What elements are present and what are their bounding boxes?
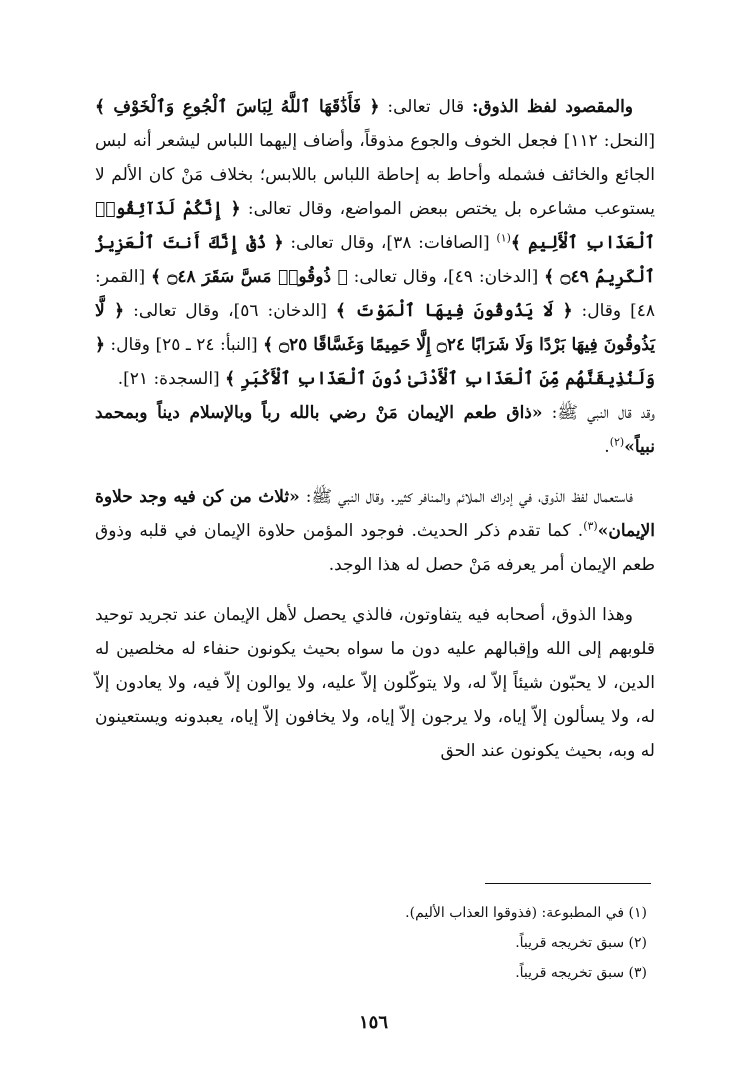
footnote-2: (٢) سبق تخريجه قريباً. (515, 935, 647, 951)
paragraph-3: وهذا الذوق، أصحابه فيه يتفاوتون، فالذي يحصل لأهل الإيمان عند تجريد توحيد قلوبهم إلى الله وإقبالهم عليه دون ما سواه بحيث يكونون حنفاء له مخلصين له الدين، لا يحبّون شيئاً إلاّ له، ولا يتوكّلون إلاّ عليه، ولا يوالون إلاّ فيه، ولا يعادون إلاّ له، ولا يسألون إلاّ إياه، ولا يرجون إلاّ إياه، ولا يخافون إلاّ إياه، يعبدونه ويستعينون له وبه، بحيث يكونون عند الحق (95, 605, 655, 761)
footnote-1: (١) في المطبوعة: (فذوقوا العذاب الأليم). (405, 905, 647, 921)
text-run: قال تعالى: (379, 97, 473, 117)
text-run: وقد قال النبي ﷺ: (542, 403, 655, 423)
text-run: . (604, 437, 610, 457)
footnote-separator (485, 883, 651, 884)
section-lead: والمقصود لفظ الذوق: (472, 97, 634, 117)
quran-verse: ﴿ ذُوقُوا۟ مَسَّ سَقَرَ ۝٤٨ ﴾ (151, 267, 348, 287)
footnote-ref: (٣) (583, 519, 598, 533)
quran-verse: ﴿ لَا يَذُوقُونَ فِيهَا ٱلْمَوْتَ ﴾ (335, 301, 573, 321)
paragraph-1 (95, 90, 655, 396)
quran-verse: ﴿ إِنَّكُمْ لَذَآئِقُوا۟ ٱلْعَذَابِ ٱلْأَلِيمِ ﴾ (95, 199, 655, 253)
footnote-ref: (٢) (609, 435, 625, 449)
paragraph-1b (95, 396, 655, 464)
text-run: [الدخان: ٤٩]، وقال تعالى: (347, 267, 545, 287)
hadith-quote: «ثلاث من كن فيه وجد حلاوة الإيمان» (95, 487, 655, 541)
footnote-3: (٣) سبق تخريجه قريباً. (515, 965, 647, 981)
text-run: [النحل: ١١٢] فجعل الخوف والجوع مذوقاً، وأضاف إليهما اللباس ليشعر أنه لبس الجائع والخائف فشمله وأحاط به إحاطة اللباس باللابس؛ بخلاف مَنْ كان الألم لا يستوعب مشاعره بل يختص ببعض المواضع، وقال تعالى: (95, 131, 656, 219)
text-run: [النبأ: ٢٤ ـ ٢٥] وقال: (104, 335, 264, 355)
text-run: [القمر: ٤٨] وقال: (95, 267, 656, 321)
text-run: فاستعمال لفظ الذوق، في إدراك الملائم والمنافر كثير. وقال النبي ﷺ: (299, 487, 633, 507)
text-run: [الدخان: ٥٦]، وقال تعالى: (124, 301, 336, 321)
paragraph-2 (95, 480, 655, 582)
quran-verse: ﴿ وَلَنُذِيقَنَّهُم مِّنَ ٱلْعَذَابِ ٱلْأَدْنَىٰ دُونَ ٱلْعَذَابِ ٱلْأَكْبَرِ ﴾ (95, 335, 655, 389)
quran-verse: ﴿ فَأَذَٰقَهَا ٱللَّهُ لِبَاسَ ٱلْجُوعِ وَٱلْخَوْفِ ﴾ (95, 97, 380, 117)
text-run: . كما تقدم ذكر الحديث. فوجود المؤمن حلاوة الإيمان في قلبه وذوق طعم الإيمان أمر يعرفه مَنْ حصل له هذا الوجد. (95, 521, 655, 575)
footnotes (107, 898, 647, 988)
quran-verse: ﴿ لَّا يَذُوقُونَ فِيهَا بَرْدًا وَلَا شَرَابًا ۝٢٤ إِلَّا حَمِيمًا وَغَسَّاقًا ۝٢٥ ﴾ (95, 301, 655, 355)
page-number: ١٥٦ (358, 1012, 388, 1033)
main-text (95, 90, 655, 768)
quran-verse: ﴿ ذُقْ إِنَّكَ أَنتَ ٱلْعَزِيزُ ٱلْكَرِيمُ ۝٤٩ ﴾ (95, 233, 655, 287)
text-run: [السجدة: ٢١]. (117, 369, 226, 389)
hadith-quote: «ذاق طعم الإيمان مَنْ رضي بالله رباً وبالإسلام ديناً وبمحمد نبياً» (95, 403, 655, 457)
footnote-ref: (١) (496, 231, 511, 245)
text-run: [الصافات: ٣٨]، وقال تعالى: (283, 233, 497, 253)
